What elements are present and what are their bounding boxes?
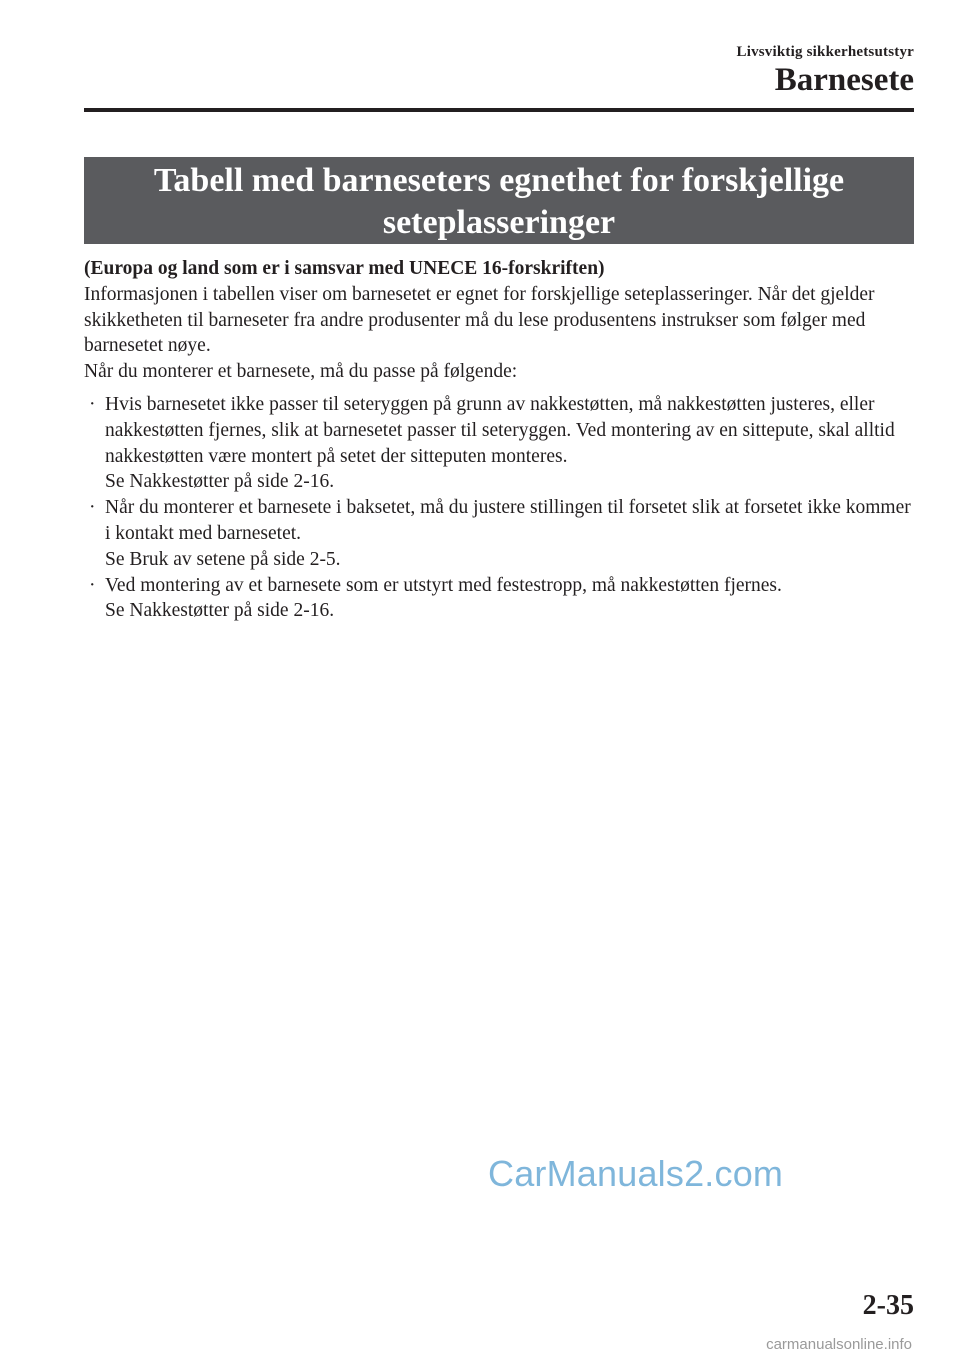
footer-url: carmanualsonline.info <box>766 1336 912 1353</box>
section-banner <box>84 157 914 244</box>
cross-reference: Se Bruk av setene på side 2-5. <box>105 548 341 570</box>
lead-paragraph: Når du monterer et barnesete, må du passe på følgende: <box>84 361 518 383</box>
bullet-text: Hvis barnesetet ikke passer til seteryggen på grunn av nakkestøtten, må nakkestøtten justeres, eller nakkestøtten fjernes, slik at barnesetet passer til seteryggen. Ved montering av en sittepute, skal alltid nakkestøtten være montert på setet der sitteputen monteres. <box>105 393 895 467</box>
banner-line-2: seteplasseringer <box>382 204 616 241</box>
list-item <box>84 392 914 495</box>
bullet-list <box>84 392 914 624</box>
header-divider <box>84 108 914 112</box>
watermark-logo: CarManuals2.com <box>488 1153 784 1194</box>
intro-paragraph: Informasjonen i tabellen viser om barnesetet er egnet for forskjellige seteplasseringer. Når det gjelder skikketheten til barneseter fra andre produsenter må du lese produsentens instrukser som følger med barnesetet nøye. <box>84 283 875 357</box>
cross-reference: Se Nakkestøtter på side 2-16. <box>105 600 335 622</box>
page-number: 2-35 <box>862 1290 914 1321</box>
body-content <box>84 256 914 624</box>
cross-reference: Se Nakkestøtter på side 2-16. <box>105 471 335 493</box>
bullet-text: Ved montering av et barnesete som er utstyrt med festestropp, må nakkestøtten fjernes. <box>105 574 782 596</box>
section-title: Livsviktig sikkerhetsutstyr <box>736 44 914 60</box>
bullet-icon: · <box>89 393 96 415</box>
list-item <box>84 573 914 625</box>
bullet-icon: · <box>89 497 96 519</box>
list-item <box>84 495 914 572</box>
subheading: (Europa og land som er i samsvar med UNECE 16-forskriften) <box>84 258 605 279</box>
bullet-text: Når du monterer et barnesete i baksetet, må du justere stillingen til forsetet slik at forsetet ikke kommer i kontakt med barnesetet. <box>105 497 911 544</box>
bullet-icon: · <box>89 574 96 596</box>
banner-line-1: Tabell med barneseters egnethet for forskjellige <box>153 162 845 199</box>
page-title: Barnesete <box>774 62 914 98</box>
